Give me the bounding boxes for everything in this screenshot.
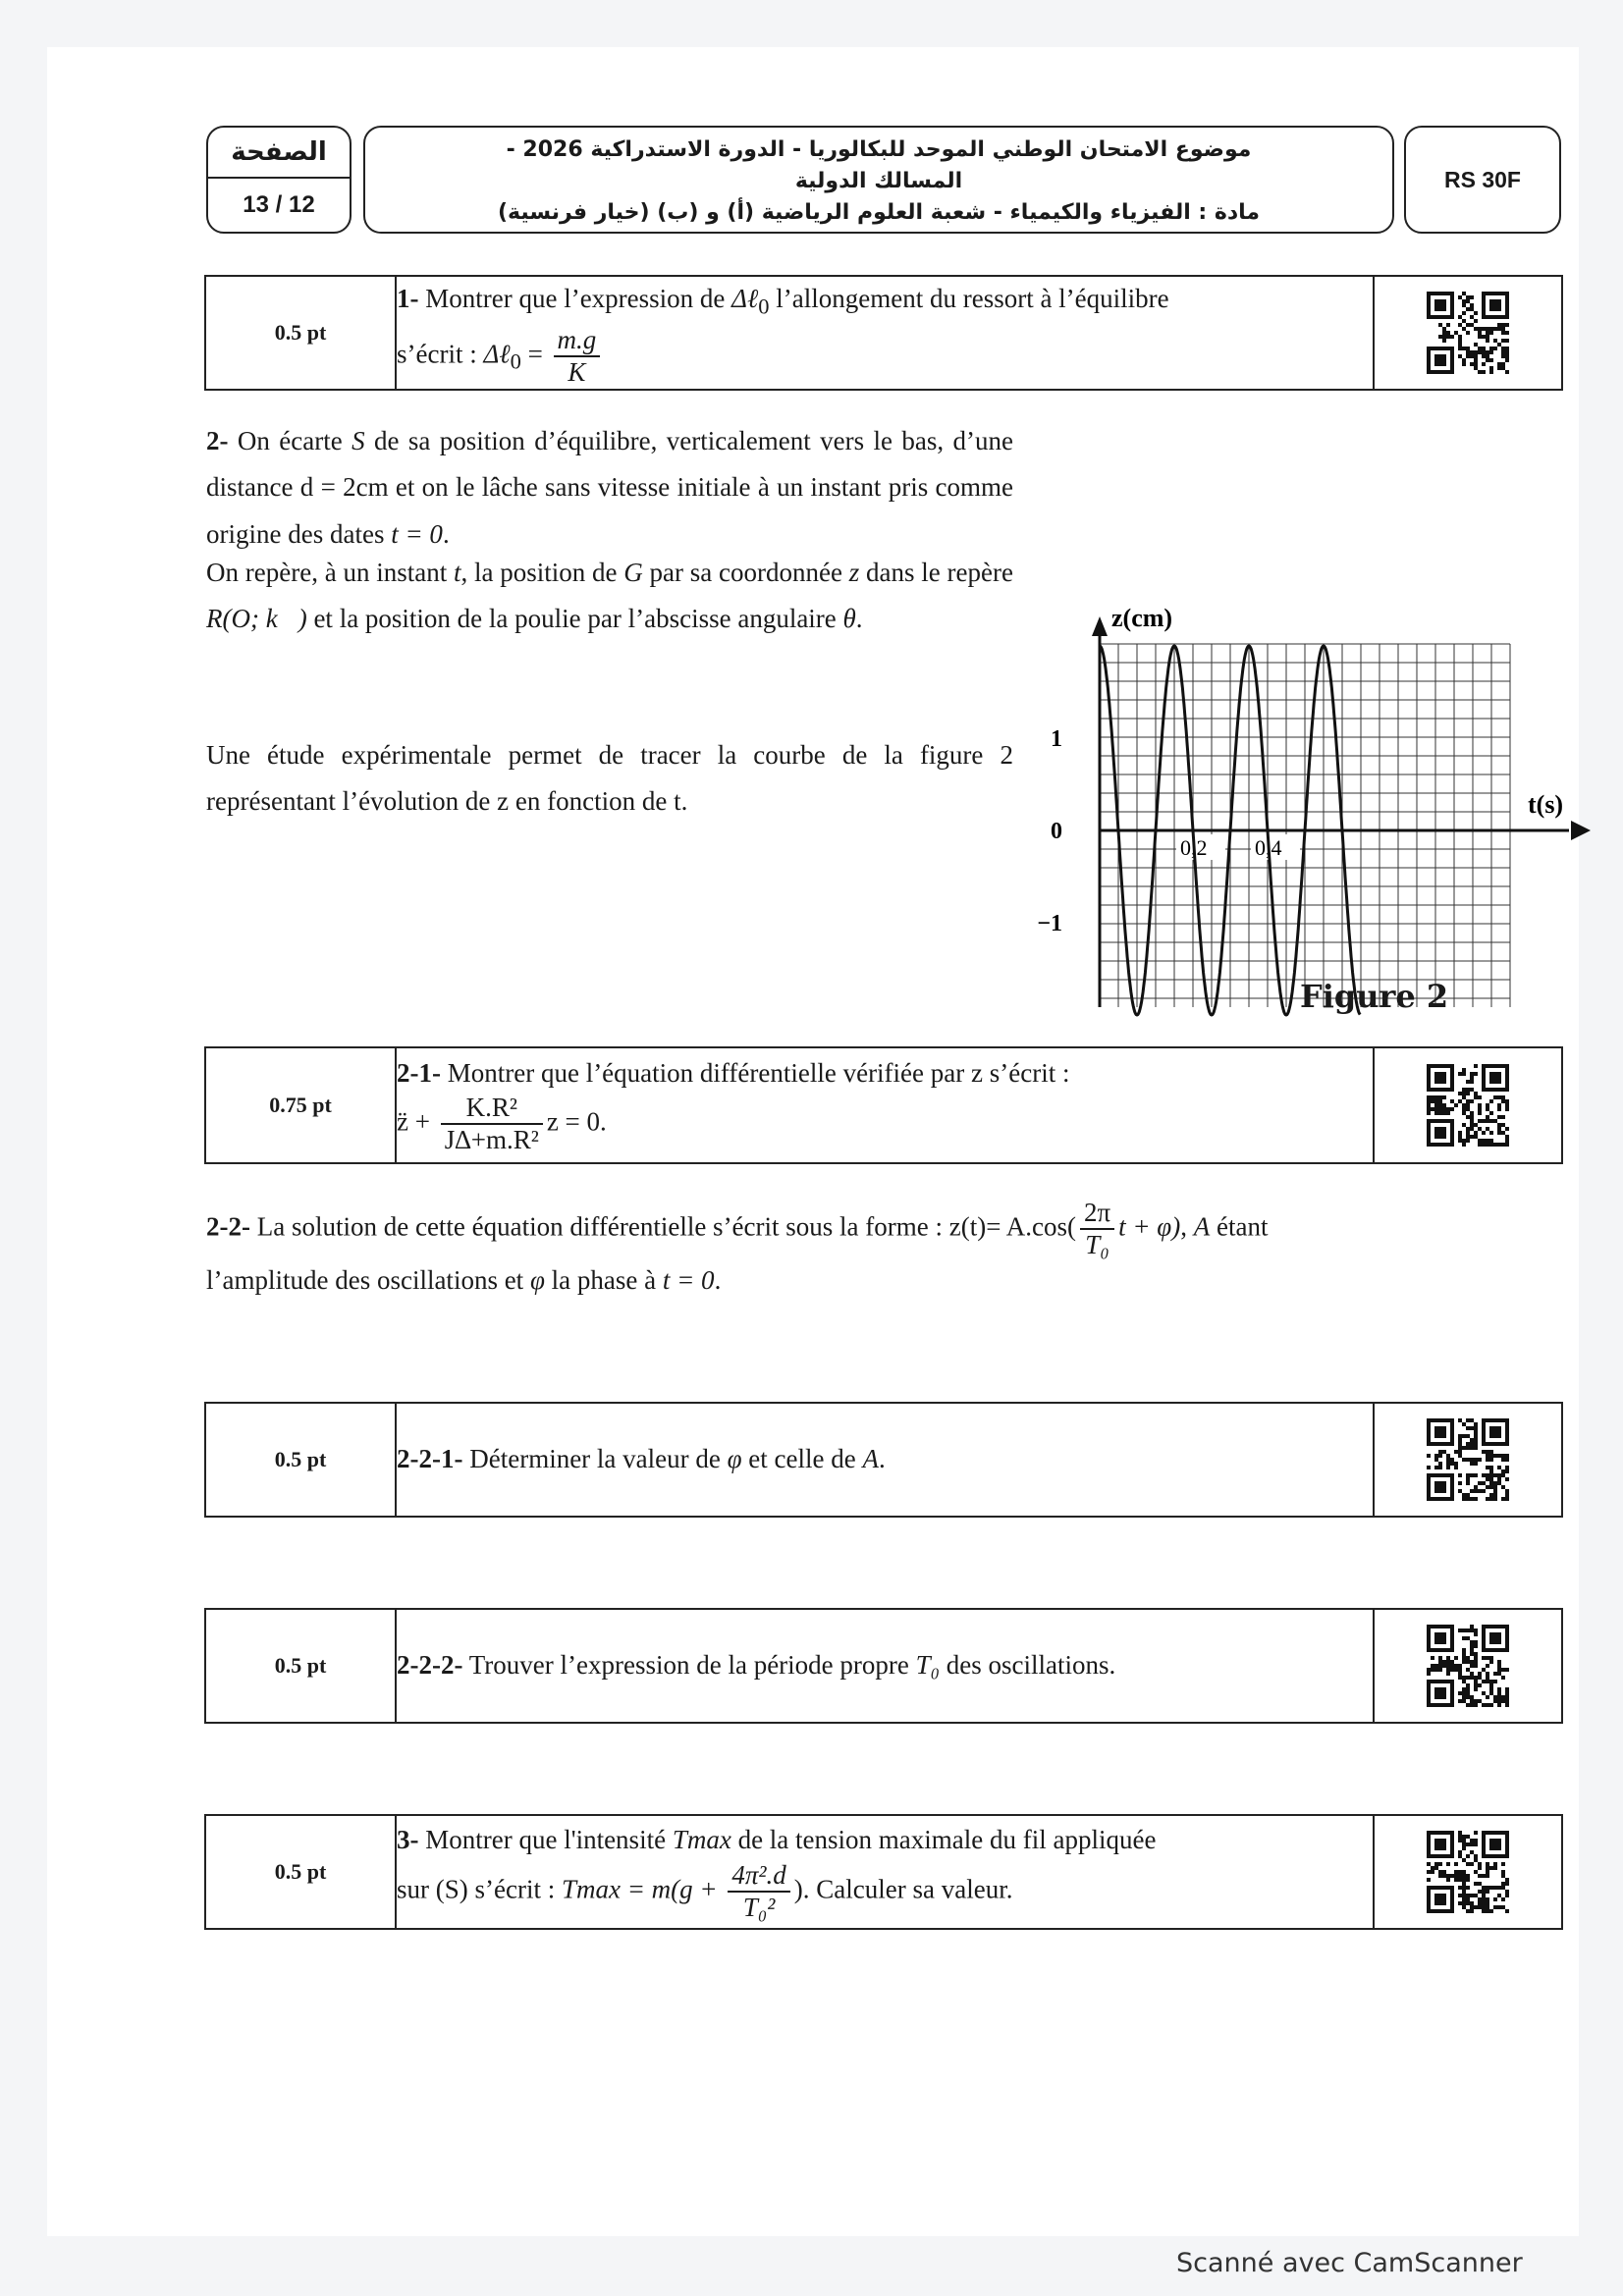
- text: sur (S) s’écrit :: [397, 1873, 562, 1903]
- qr-code[interactable]: [1374, 1047, 1562, 1163]
- question-number: 2-2-1-: [397, 1444, 463, 1474]
- page-number-box: [206, 126, 352, 234]
- text: par sa coordonnée: [642, 558, 849, 587]
- qr-code-icon: [1427, 1625, 1509, 1707]
- text: et celle de: [741, 1444, 863, 1474]
- question-number: 1-: [397, 284, 419, 314]
- x-axis-label: t(s): [1528, 790, 1564, 819]
- text: Déterminer la valeur de: [462, 1444, 728, 1474]
- math: ): [793, 1873, 803, 1903]
- fraction-numerator: 4π².d: [728, 1860, 789, 1893]
- text: On repère, à un instant: [206, 558, 454, 587]
- math: S: [352, 426, 365, 455]
- text: Montrer que l'intensité: [418, 1825, 673, 1855]
- math: t = 0: [662, 1265, 715, 1296]
- qr-code[interactable]: [1374, 1403, 1562, 1517]
- question-number: 3-: [397, 1825, 419, 1855]
- text: l’allongement du ressort à l’équilibre: [769, 284, 1169, 314]
- question-1: [204, 275, 1563, 391]
- text: .: [855, 604, 863, 634]
- math-sub: 0: [758, 294, 770, 319]
- question-text: [396, 276, 1374, 390]
- math: T₀: [915, 1650, 941, 1681]
- y-axis-label: z(cm): [1111, 604, 1173, 632]
- fraction: [554, 325, 601, 388]
- math: Tmax: [672, 1825, 731, 1855]
- question-2-1: [204, 1046, 1563, 1164]
- qr-code-icon: [1427, 292, 1509, 374]
- math: A: [1193, 1211, 1211, 1242]
- exam-code: RS 30F: [1444, 166, 1521, 192]
- math: =: [520, 338, 550, 368]
- text: de la tension maximale du fil appliquée: [730, 1825, 1157, 1855]
- fraction-numerator: K.R²: [441, 1093, 543, 1125]
- math: t = 0: [391, 518, 443, 549]
- text: l’amplitude des oscillations et: [206, 1265, 530, 1296]
- points-cell: 0.5 pt: [205, 276, 396, 390]
- text: .: [714, 1265, 722, 1296]
- text: s’écrit :: [397, 338, 484, 368]
- math: φ: [529, 1265, 545, 1296]
- points-cell: 0.5 pt: [205, 1609, 396, 1723]
- exam-title-line1: موضوع الامتحان الوطني الموحد للبكالوريا - الدورة الاستدراكية 2026 -: [506, 137, 1252, 162]
- math: θ: [842, 604, 856, 634]
- x-axis-arrow: [1571, 821, 1591, 840]
- question-number: 2-1-: [397, 1058, 441, 1089]
- page-number: 13 / 12: [243, 191, 315, 218]
- text: Trouver l’expression de la période propre: [462, 1650, 916, 1681]
- question-number: 2-: [206, 426, 229, 455]
- text: .: [878, 1444, 886, 1474]
- math: Tmax = m(g +: [561, 1873, 725, 1903]
- math: z(t)= A.cos(: [948, 1211, 1076, 1242]
- fraction: [1080, 1198, 1114, 1260]
- y-tick-label: 0: [1051, 819, 1062, 844]
- math: t + φ): [1118, 1211, 1181, 1242]
- math: d = 2cm: [299, 472, 389, 503]
- figure-2-chart: [990, 556, 1598, 1017]
- qr-code[interactable]: [1374, 276, 1562, 390]
- text: . Calculer sa valeur.: [802, 1873, 1013, 1903]
- scanner-watermark: Scanné avec CamScanner: [1176, 2248, 1523, 2278]
- text: , la position de: [460, 558, 624, 587]
- fraction-denominator: J∆+m.R²: [444, 1124, 539, 1154]
- question-2-paragraph-2: [206, 550, 1013, 643]
- qr-code-icon: [1427, 1064, 1509, 1147]
- question-text: [396, 1815, 1374, 1929]
- text: ,: [1180, 1211, 1194, 1242]
- math: z = 0.: [546, 1106, 607, 1137]
- points-cell: 0.5 pt: [205, 1815, 396, 1929]
- qr-code-icon: [1427, 1831, 1509, 1913]
- fraction-numerator: 2π: [1080, 1198, 1114, 1230]
- text: étant: [1210, 1211, 1269, 1242]
- text: Montrer que l’équation différentielle vérifiée par z s’écrit :: [440, 1058, 1070, 1089]
- fraction-denominator: T₀: [1085, 1230, 1109, 1260]
- question-2-2-paragraph: [206, 1198, 1565, 1302]
- question-text: [396, 1047, 1374, 1163]
- question-2-paragraph-1: [206, 418, 1013, 558]
- math-sub: 0: [510, 348, 521, 374]
- question-3: [204, 1814, 1563, 1930]
- question-2-2-2: [204, 1608, 1563, 1724]
- fraction: [441, 1093, 543, 1155]
- question-number: 2-2-2-: [397, 1650, 463, 1681]
- points-cell: 0.5 pt: [205, 1403, 396, 1517]
- y-tick-label: 1: [1051, 726, 1062, 752]
- x-tick-label: 0,4: [1255, 835, 1282, 860]
- exam-code-box: [1404, 126, 1561, 234]
- page-label: الصفحة: [208, 128, 350, 179]
- fraction-denominator: K: [568, 356, 586, 387]
- text: La solution de cette équation différentielle s’écrit sous la forme :: [249, 1211, 949, 1242]
- question-text: [396, 1609, 1374, 1723]
- fraction: [728, 1860, 789, 1923]
- exam-title-box: [363, 126, 1394, 234]
- text: dans le repère: [859, 558, 1013, 587]
- text: et la position de la poulie par l’abscisse angulaire: [306, 604, 843, 634]
- y-tick-label: −1: [1037, 911, 1062, 936]
- text: Montrer que l’expression de: [418, 284, 732, 314]
- math: R(O; k⃗): [206, 604, 307, 634]
- exam-page: [47, 47, 1579, 2236]
- math: G: [623, 558, 643, 587]
- text: de sa position d’équilibre, verticalement vers le bas, d’une distance: [206, 426, 1013, 503]
- qr-code-icon: [1427, 1418, 1509, 1501]
- exam-title-line3: مادة : الفيزياء والكيمياء - شعبة العلوم الرياضية (أ) و (ب) (خيار فرنسية): [497, 200, 1261, 225]
- fraction-numerator: m.g: [554, 325, 601, 357]
- exam-title-line2: المسالك الدولية: [794, 169, 963, 193]
- question-2-2-1: [204, 1402, 1563, 1518]
- text: la phase à: [544, 1265, 663, 1296]
- math: z̈ +: [397, 1106, 437, 1137]
- qr-code[interactable]: [1374, 1815, 1562, 1929]
- figure-label: Figure 2: [1300, 978, 1449, 1015]
- text: On écarte: [228, 426, 352, 455]
- text: et on le lâche sans vitesse initiale à un instant pris comme origine des dates: [206, 472, 1013, 549]
- x-tick-label: 0,2: [1180, 835, 1208, 860]
- math: t: [453, 558, 461, 587]
- y-axis-arrow: [1092, 616, 1108, 636]
- math: Δℓ: [483, 338, 511, 368]
- math: z: [848, 558, 860, 587]
- fraction-denominator: T₀²: [742, 1892, 776, 1922]
- qr-code[interactable]: [1374, 1609, 1562, 1723]
- question-text: [396, 1403, 1374, 1517]
- points-cell: 0.75 pt: [205, 1047, 396, 1163]
- text: .: [442, 518, 450, 549]
- math: Δℓ: [731, 284, 759, 314]
- question-number: 2-2-: [206, 1211, 250, 1242]
- math: A: [862, 1444, 879, 1474]
- question-2-paragraph-3: Une étude expérimentale permet de tracer la courbe de la figure 2 représentant l’évolution de z en fonction de t.: [206, 740, 1013, 817]
- math: φ: [727, 1444, 742, 1474]
- text: des oscillations.: [940, 1650, 1116, 1681]
